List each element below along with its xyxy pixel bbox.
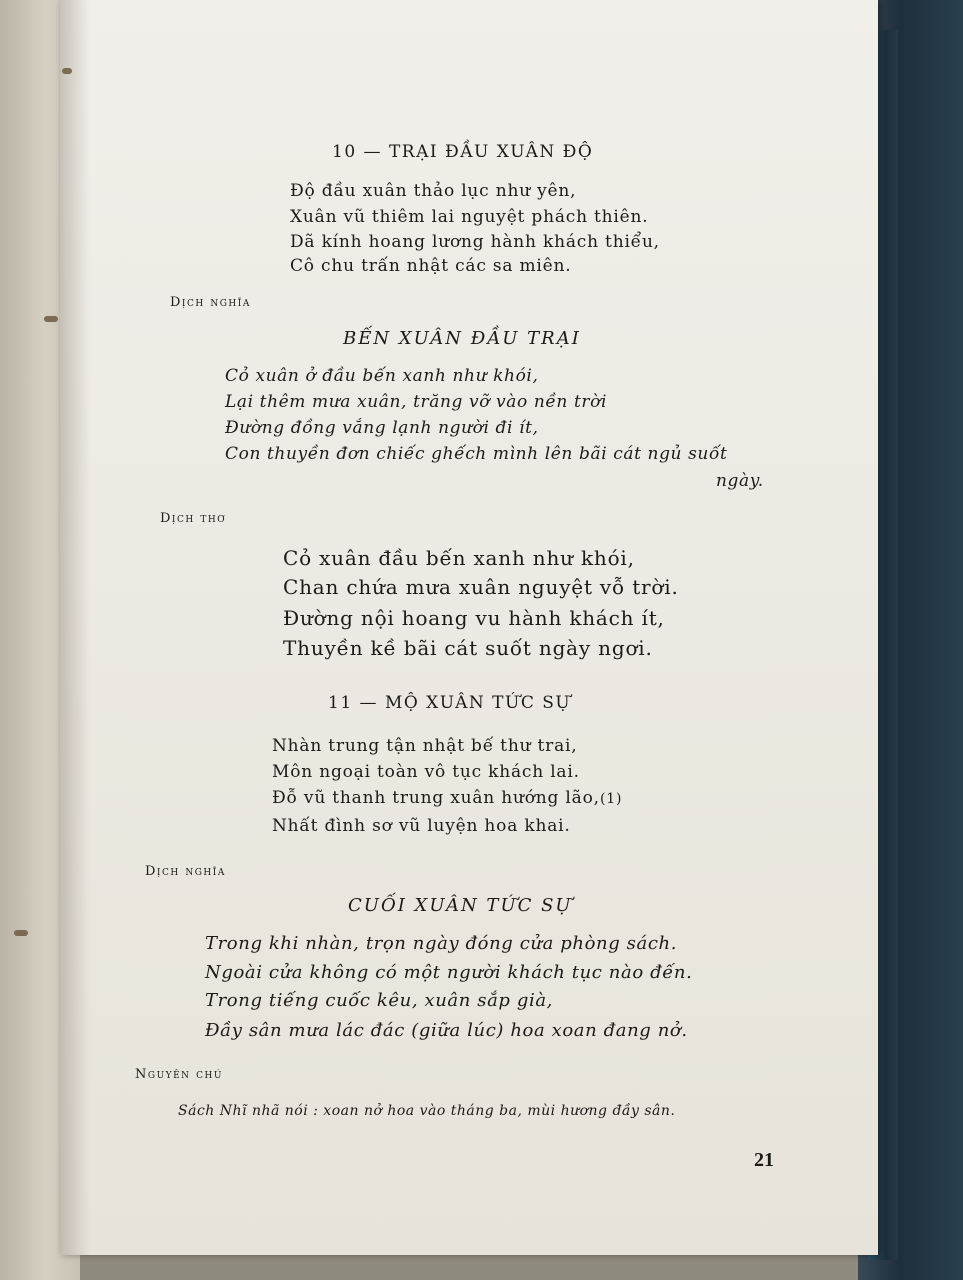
page-gutter-shadow (60, 0, 90, 1255)
binding-stitch (44, 316, 58, 322)
poem-11-line: Đỗ vũ thanh trung xuân hướng lão, (272, 788, 600, 808)
poem-11-line: Môn ngoại toàn vô tục khách lai. (272, 762, 580, 782)
dich-nghia-line: Đầy sân mưa lác đác (giữa lúc) hoa xoan đang nở. (205, 1020, 688, 1041)
poem-10-line: Dã kính hoang lương hành khách thiểu, (290, 232, 660, 252)
poem-11-title: 11 — MỘ XUÂN TỨC SỰ (328, 693, 572, 713)
dich-tho-line: Chan chứa mưa xuân nguyệt vỗ trời. (283, 575, 679, 599)
dich-nghia-title: CUỐI XUÂN TỨC SỰ (348, 895, 573, 916)
dich-nghia-line: Lại thêm mưa xuân, trăng vỡ vào nền trời (225, 392, 608, 412)
poem-11-line: Nhàn trung tận nhật bế thư trai, (272, 736, 578, 756)
nguyen-chu-text: Sách Nhĩ nhã nói : xoan nở hoa vào tháng ba, mùi hương đầy sân. (178, 1103, 676, 1119)
dich-nghia-line: Con thuyền đơn chiếc ghếch mình lên bãi cát ngủ suốt (225, 444, 728, 464)
page-number: 21 (754, 1149, 774, 1171)
dich-tho-label: Dịch thơ (160, 511, 227, 526)
poem-10-line: Độ đầu xuân thảo lục như yên, (290, 181, 577, 201)
dich-nghia-line: Trong khi nhàn, trọn ngày đóng cửa phòng sách. (205, 933, 678, 954)
poem-10-title: 10 — TRẠI ĐẦU XUÂN ĐỘ (332, 142, 594, 162)
dich-nghia-line: Cỏ xuân ở đầu bến xanh như khói, (225, 366, 539, 386)
dich-nghia-line: Đường đồng vắng lạnh người đi ít, (225, 418, 539, 438)
dich-nghia-line: ngày. (716, 471, 764, 491)
dich-nghia-label: Dịch nghĩa (145, 864, 226, 879)
nguyen-chu-label: Nguyên chú (135, 1067, 223, 1082)
poem-10-line: Cô chu trấn nhật các sa miên. (290, 256, 572, 276)
dich-tho-line: Thuyền kề bãi cát suốt ngày ngơi. (283, 636, 653, 660)
dich-nghia-label: Dịch nghĩa (170, 295, 251, 310)
dich-tho-line: Đường nội hoang vu hành khách ít, (283, 606, 665, 630)
binding-stitch (14, 930, 28, 936)
dich-nghia-line: Trong tiếng cuốc kêu, xuân sắp già, (205, 990, 554, 1011)
footnote-marker: (1) (600, 791, 623, 807)
binding-stitch (62, 68, 72, 74)
poem-10-line: Xuân vũ thiêm lai nguyệt phách thiên. (290, 207, 649, 227)
dich-nghia-title: BẾN XUÂN ĐẦU TRẠI (343, 328, 581, 349)
poem-11-line: Nhất đình sơ vũ luyện hoa khai. (272, 816, 571, 836)
dich-tho-line: Cỏ xuân đầu bến xanh như khói, (283, 546, 635, 570)
dich-nghia-line: Ngoài cửa không có một người khách tục nào đến. (205, 962, 693, 983)
